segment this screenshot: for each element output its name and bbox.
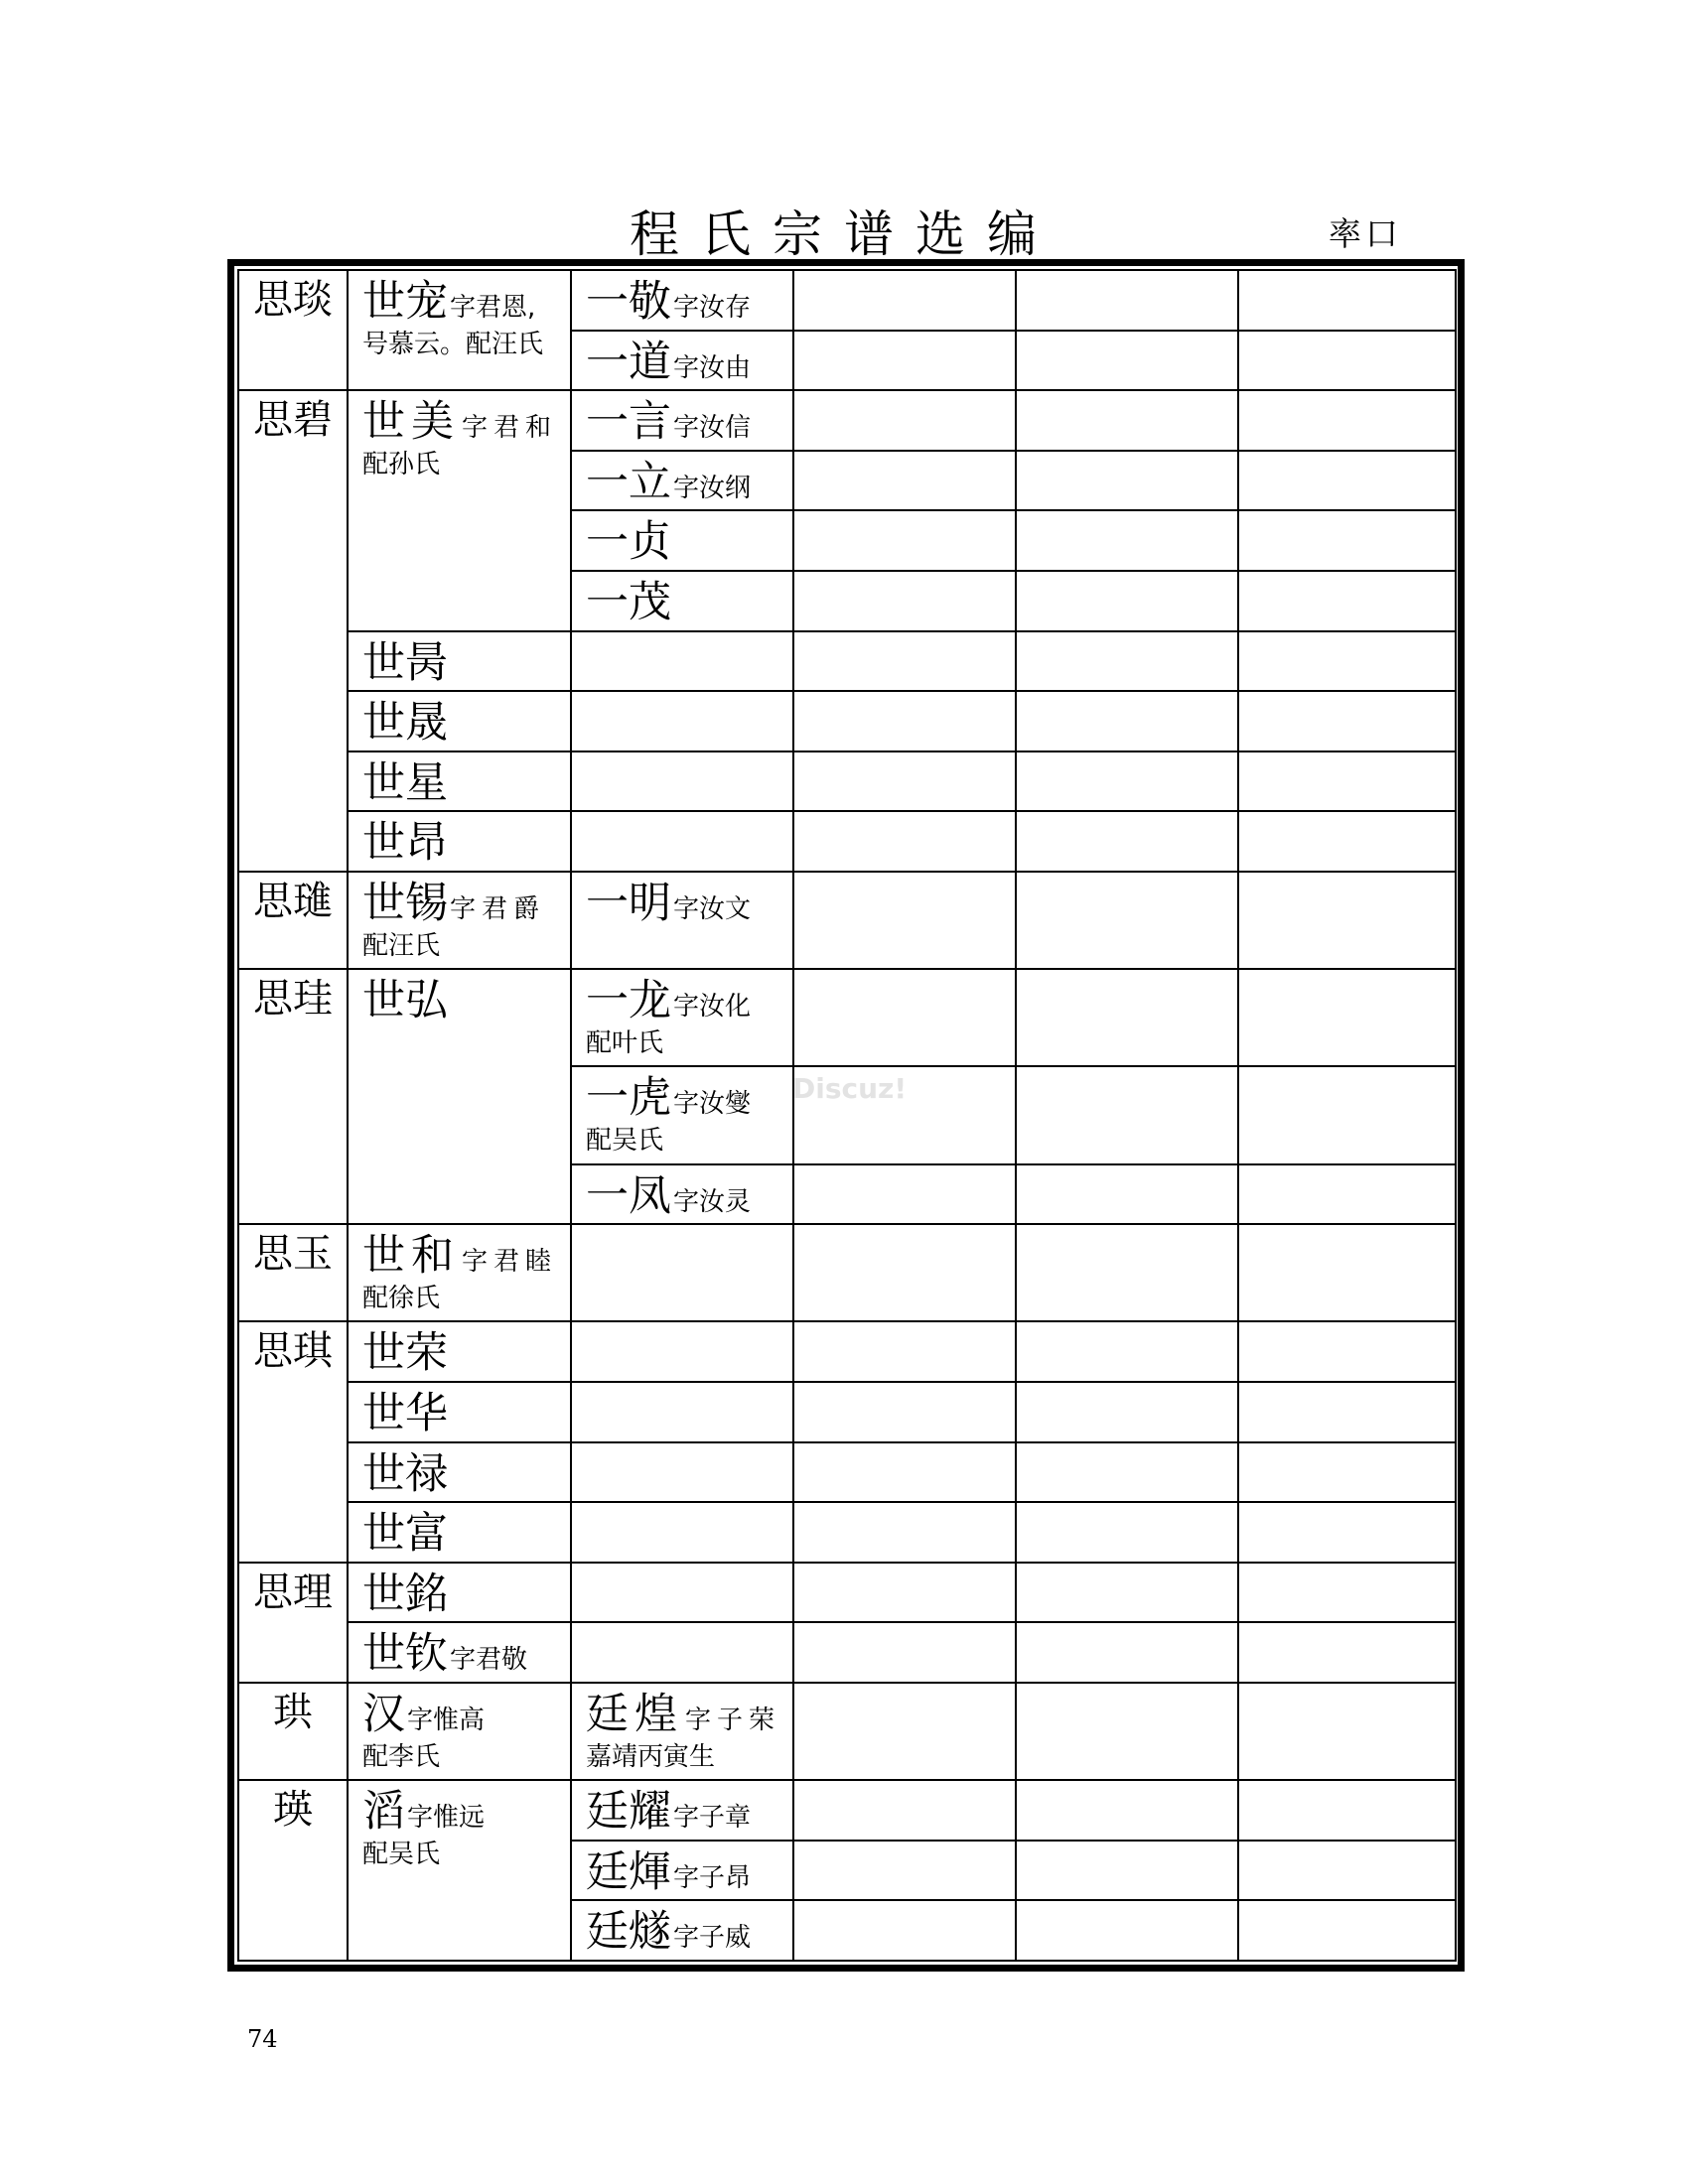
empty-cell bbox=[571, 1382, 793, 1442]
birth-note: 嘉靖丙寅生 bbox=[586, 1741, 716, 1772]
empty-cell bbox=[1016, 1502, 1238, 1563]
empty-cell bbox=[1016, 1066, 1238, 1163]
empty-cell bbox=[793, 571, 1016, 631]
gen2-cell bbox=[348, 691, 571, 751]
courtesy-name: 字子章 bbox=[673, 1803, 752, 1834]
empty-cell bbox=[1016, 451, 1238, 511]
empty-cell bbox=[1238, 270, 1456, 331]
empty-cell bbox=[571, 1224, 793, 1321]
courtesy-name: 字汝存 bbox=[673, 293, 752, 323]
gen2-cell bbox=[348, 751, 571, 812]
empty-cell bbox=[1238, 872, 1456, 969]
table-row bbox=[238, 811, 1456, 872]
table-row bbox=[238, 969, 1456, 1066]
empty-cell bbox=[793, 270, 1016, 331]
gen2-cell bbox=[348, 270, 571, 390]
courtesy-name: 字汝灵 bbox=[673, 1186, 752, 1217]
courtesy-name: 字君恩, bbox=[450, 293, 536, 323]
person-name: 世銘 bbox=[362, 1569, 448, 1619]
gen3-cell bbox=[571, 510, 793, 571]
spouse-note: 配李氏 bbox=[362, 1741, 441, 1772]
empty-cell bbox=[1238, 631, 1456, 692]
table-row bbox=[238, 270, 1456, 331]
empty-cell bbox=[1238, 1224, 1456, 1321]
empty-cell bbox=[793, 451, 1016, 511]
gen3-cell bbox=[571, 1841, 793, 1901]
empty-cell bbox=[1016, 631, 1238, 692]
gen2-cell bbox=[348, 872, 571, 969]
gen1-cell: 思琪 bbox=[238, 1321, 348, 1562]
person-name: 一立 bbox=[586, 457, 671, 507]
empty-cell bbox=[1016, 969, 1238, 1066]
empty-cell bbox=[1238, 1066, 1456, 1163]
empty-cell bbox=[793, 1321, 1016, 1382]
courtesy-name: 字汝文 bbox=[673, 893, 752, 924]
empty-cell bbox=[571, 1321, 793, 1382]
table-row bbox=[238, 1563, 1456, 1623]
table-row bbox=[238, 872, 1456, 969]
gen2-cell bbox=[348, 631, 571, 692]
empty-cell bbox=[1016, 1780, 1238, 1841]
gen1-cell: 思琰 bbox=[238, 270, 348, 390]
spouse-note: 配叶氏 bbox=[586, 1028, 664, 1059]
gen1-cell: 思珪 bbox=[238, 969, 348, 1224]
empty-cell bbox=[793, 1164, 1016, 1225]
empty-cell bbox=[1238, 1683, 1456, 1780]
person-name: 廷耀 bbox=[586, 1787, 671, 1838]
empty-cell bbox=[793, 331, 1016, 391]
person-name: 世锡 bbox=[362, 878, 448, 928]
gen3-cell bbox=[571, 872, 793, 969]
table-row bbox=[238, 390, 1456, 451]
gen3-cell bbox=[571, 1683, 793, 1780]
empty-cell bbox=[1016, 571, 1238, 631]
empty-cell bbox=[1016, 1321, 1238, 1382]
empty-cell bbox=[571, 691, 793, 751]
person-name: 世华 bbox=[362, 1388, 448, 1438]
gen2-cell bbox=[348, 1382, 571, 1442]
empty-cell bbox=[1016, 751, 1238, 812]
empty-cell bbox=[793, 1224, 1016, 1321]
branch-place-label: 率口 bbox=[1329, 214, 1402, 253]
table-row bbox=[238, 1382, 1456, 1442]
person-name: 一言 bbox=[586, 397, 671, 448]
person-name: 汉 bbox=[362, 1689, 405, 1739]
person-name: 世禄 bbox=[362, 1448, 448, 1499]
gen3-cell bbox=[571, 1900, 793, 1961]
table-row bbox=[238, 691, 1456, 751]
empty-cell bbox=[793, 811, 1016, 872]
person-name: 世富 bbox=[362, 1509, 448, 1560]
empty-cell bbox=[1016, 270, 1238, 331]
empty-cell bbox=[793, 1563, 1016, 1623]
empty-cell bbox=[793, 691, 1016, 751]
empty-cell bbox=[1016, 1164, 1238, 1225]
empty-cell bbox=[571, 1502, 793, 1563]
gen3-cell bbox=[571, 571, 793, 631]
empty-cell bbox=[1238, 510, 1456, 571]
table-row bbox=[238, 1683, 1456, 1780]
person-name: 一龙 bbox=[586, 976, 671, 1026]
empty-cell bbox=[1238, 1502, 1456, 1563]
empty-cell bbox=[793, 1622, 1016, 1683]
gen2-cell bbox=[348, 1321, 571, 1382]
gen1-cell: 思璡 bbox=[238, 872, 348, 969]
genealogy-table bbox=[237, 269, 1457, 1962]
gen2-cell bbox=[348, 1622, 571, 1683]
page-title: 程氏宗谱选编 bbox=[630, 205, 1058, 263]
empty-cell bbox=[793, 1780, 1016, 1841]
empty-cell bbox=[571, 1442, 793, 1503]
table-row bbox=[238, 1321, 1456, 1382]
empty-cell bbox=[1016, 691, 1238, 751]
person-name: 一道 bbox=[586, 337, 671, 387]
empty-cell bbox=[793, 1841, 1016, 1901]
person-name: 廷煇 bbox=[586, 1846, 671, 1897]
person-name: 一贞 bbox=[586, 517, 671, 568]
gen1-cell: 思玉 bbox=[238, 1224, 348, 1321]
gen2-cell bbox=[348, 1563, 571, 1623]
gen1-cell: 珙 bbox=[238, 1683, 348, 1780]
gen3-cell bbox=[571, 331, 793, 391]
empty-cell bbox=[1238, 1164, 1456, 1225]
courtesy-name: 字汝信 bbox=[673, 413, 752, 444]
empty-cell bbox=[793, 510, 1016, 571]
empty-cell bbox=[793, 1683, 1016, 1780]
empty-cell bbox=[1238, 1900, 1456, 1961]
courtesy-name: 字君睦 bbox=[462, 1247, 558, 1278]
page-number: 74 bbox=[247, 2025, 278, 2053]
empty-cell bbox=[1238, 390, 1456, 451]
person-name: 世宠 bbox=[362, 277, 448, 327]
empty-cell bbox=[571, 1563, 793, 1623]
empty-cell bbox=[793, 1442, 1016, 1503]
empty-cell bbox=[793, 751, 1016, 812]
courtesy-name: 字汝燮 bbox=[673, 1089, 752, 1120]
spouse-note: 号慕云。配汪氏 bbox=[362, 330, 544, 359]
empty-cell bbox=[1016, 811, 1238, 872]
table-row bbox=[238, 1442, 1456, 1503]
gen3-cell bbox=[571, 270, 793, 331]
empty-cell bbox=[793, 390, 1016, 451]
empty-cell bbox=[1238, 1382, 1456, 1442]
person-name: 一凤 bbox=[586, 1170, 671, 1221]
empty-cell bbox=[1238, 331, 1456, 391]
empty-cell bbox=[571, 631, 793, 692]
person-name: 一明 bbox=[586, 878, 671, 928]
empty-cell bbox=[1238, 1563, 1456, 1623]
table-row bbox=[238, 751, 1456, 812]
empty-cell bbox=[793, 969, 1016, 1066]
empty-cell bbox=[1238, 451, 1456, 511]
gen1-cell: 思碧 bbox=[238, 390, 348, 872]
spouse-note: 配汪氏 bbox=[362, 930, 441, 961]
table-row bbox=[238, 1622, 1456, 1683]
person-name: 世荣 bbox=[362, 1328, 448, 1379]
empty-cell bbox=[1238, 811, 1456, 872]
watermark: Discuz! bbox=[792, 1072, 908, 1105]
empty-cell bbox=[1238, 1321, 1456, 1382]
person-name: 一茂 bbox=[586, 577, 671, 627]
person-name: 廷燧 bbox=[586, 1907, 671, 1958]
empty-cell bbox=[1238, 1780, 1456, 1841]
courtesy-name: 字汝纲 bbox=[673, 473, 752, 503]
spouse-note: 配吴氏 bbox=[586, 1126, 664, 1157]
person-name: 世星 bbox=[362, 757, 448, 808]
empty-cell bbox=[1016, 1683, 1238, 1780]
courtesy-name: 字子荣 bbox=[685, 1705, 781, 1735]
gen3-cell bbox=[571, 969, 793, 1066]
person-name: 世弘 bbox=[362, 976, 448, 1026]
spouse-note: 配吴氏 bbox=[362, 1840, 441, 1870]
gen3-cell bbox=[571, 390, 793, 451]
courtesy-name: 字汝由 bbox=[673, 352, 752, 383]
gen2-cell bbox=[348, 390, 571, 630]
empty-cell bbox=[1016, 1900, 1238, 1961]
table-row bbox=[238, 1502, 1456, 1563]
empty-cell bbox=[1016, 510, 1238, 571]
person-name: 世昺 bbox=[362, 637, 448, 688]
empty-cell bbox=[1016, 1442, 1238, 1503]
empty-cell bbox=[1016, 331, 1238, 391]
empty-cell bbox=[1016, 1224, 1238, 1321]
empty-cell bbox=[1016, 1841, 1238, 1901]
spouse-note: 配徐氏 bbox=[362, 1284, 441, 1314]
spouse-note: 配孙氏 bbox=[362, 450, 441, 480]
empty-cell bbox=[1238, 969, 1456, 1066]
empty-cell bbox=[1238, 691, 1456, 751]
gen2-cell bbox=[348, 1502, 571, 1563]
gen3-cell bbox=[571, 1164, 793, 1225]
person-name: 一敬 bbox=[586, 277, 671, 327]
gen1-cell: 瑛 bbox=[238, 1780, 348, 1961]
empty-cell bbox=[1016, 390, 1238, 451]
courtesy-name: 字惟远 bbox=[407, 1803, 486, 1834]
empty-cell bbox=[793, 872, 1016, 969]
gen2-cell bbox=[348, 1224, 571, 1321]
empty-cell bbox=[1238, 1622, 1456, 1683]
empty-cell bbox=[793, 631, 1016, 692]
table-row bbox=[238, 631, 1456, 692]
courtesy-name: 字君爵 bbox=[450, 893, 546, 924]
courtesy-name: 字惟高 bbox=[407, 1705, 486, 1735]
empty-cell bbox=[793, 1382, 1016, 1442]
empty-cell bbox=[1238, 1841, 1456, 1901]
person-name: 廷煌 bbox=[586, 1689, 683, 1739]
courtesy-name: 字汝化 bbox=[673, 992, 752, 1023]
gen2-cell bbox=[348, 969, 571, 1224]
gen1-cell: 思理 bbox=[238, 1563, 348, 1683]
empty-cell bbox=[1016, 872, 1238, 969]
person-name: 世晟 bbox=[362, 698, 448, 749]
empty-cell bbox=[793, 1502, 1016, 1563]
courtesy-name: 字子威 bbox=[673, 1923, 752, 1954]
courtesy-name: 字子昂 bbox=[673, 1862, 752, 1893]
gen2-cell bbox=[348, 811, 571, 872]
empty-cell bbox=[793, 1900, 1016, 1961]
empty-cell bbox=[1016, 1563, 1238, 1623]
person-name: 世昂 bbox=[362, 818, 448, 869]
person-name: 滔 bbox=[362, 1787, 405, 1838]
person-name: 世美 bbox=[362, 397, 460, 448]
empty-cell bbox=[571, 1622, 793, 1683]
gen3-cell bbox=[571, 1780, 793, 1841]
empty-cell bbox=[571, 751, 793, 812]
empty-cell bbox=[1238, 1442, 1456, 1503]
gen3-cell bbox=[571, 451, 793, 511]
gen2-cell bbox=[348, 1442, 571, 1503]
gen2-cell bbox=[348, 1780, 571, 1961]
courtesy-name: 字君敬 bbox=[450, 1645, 528, 1676]
empty-cell bbox=[1238, 751, 1456, 812]
empty-cell bbox=[1016, 1622, 1238, 1683]
gen2-cell bbox=[348, 1683, 571, 1780]
table-row bbox=[238, 1224, 1456, 1321]
empty-cell bbox=[1238, 571, 1456, 631]
table-row bbox=[238, 1780, 1456, 1841]
courtesy-name: 字君和 bbox=[462, 413, 558, 444]
gen3-cell bbox=[571, 1066, 793, 1163]
person-name: 世和 bbox=[362, 1231, 460, 1282]
person-name: 一虎 bbox=[586, 1073, 671, 1124]
empty-cell bbox=[1016, 1382, 1238, 1442]
person-name: 世钦 bbox=[362, 1629, 448, 1680]
empty-cell bbox=[571, 811, 793, 872]
